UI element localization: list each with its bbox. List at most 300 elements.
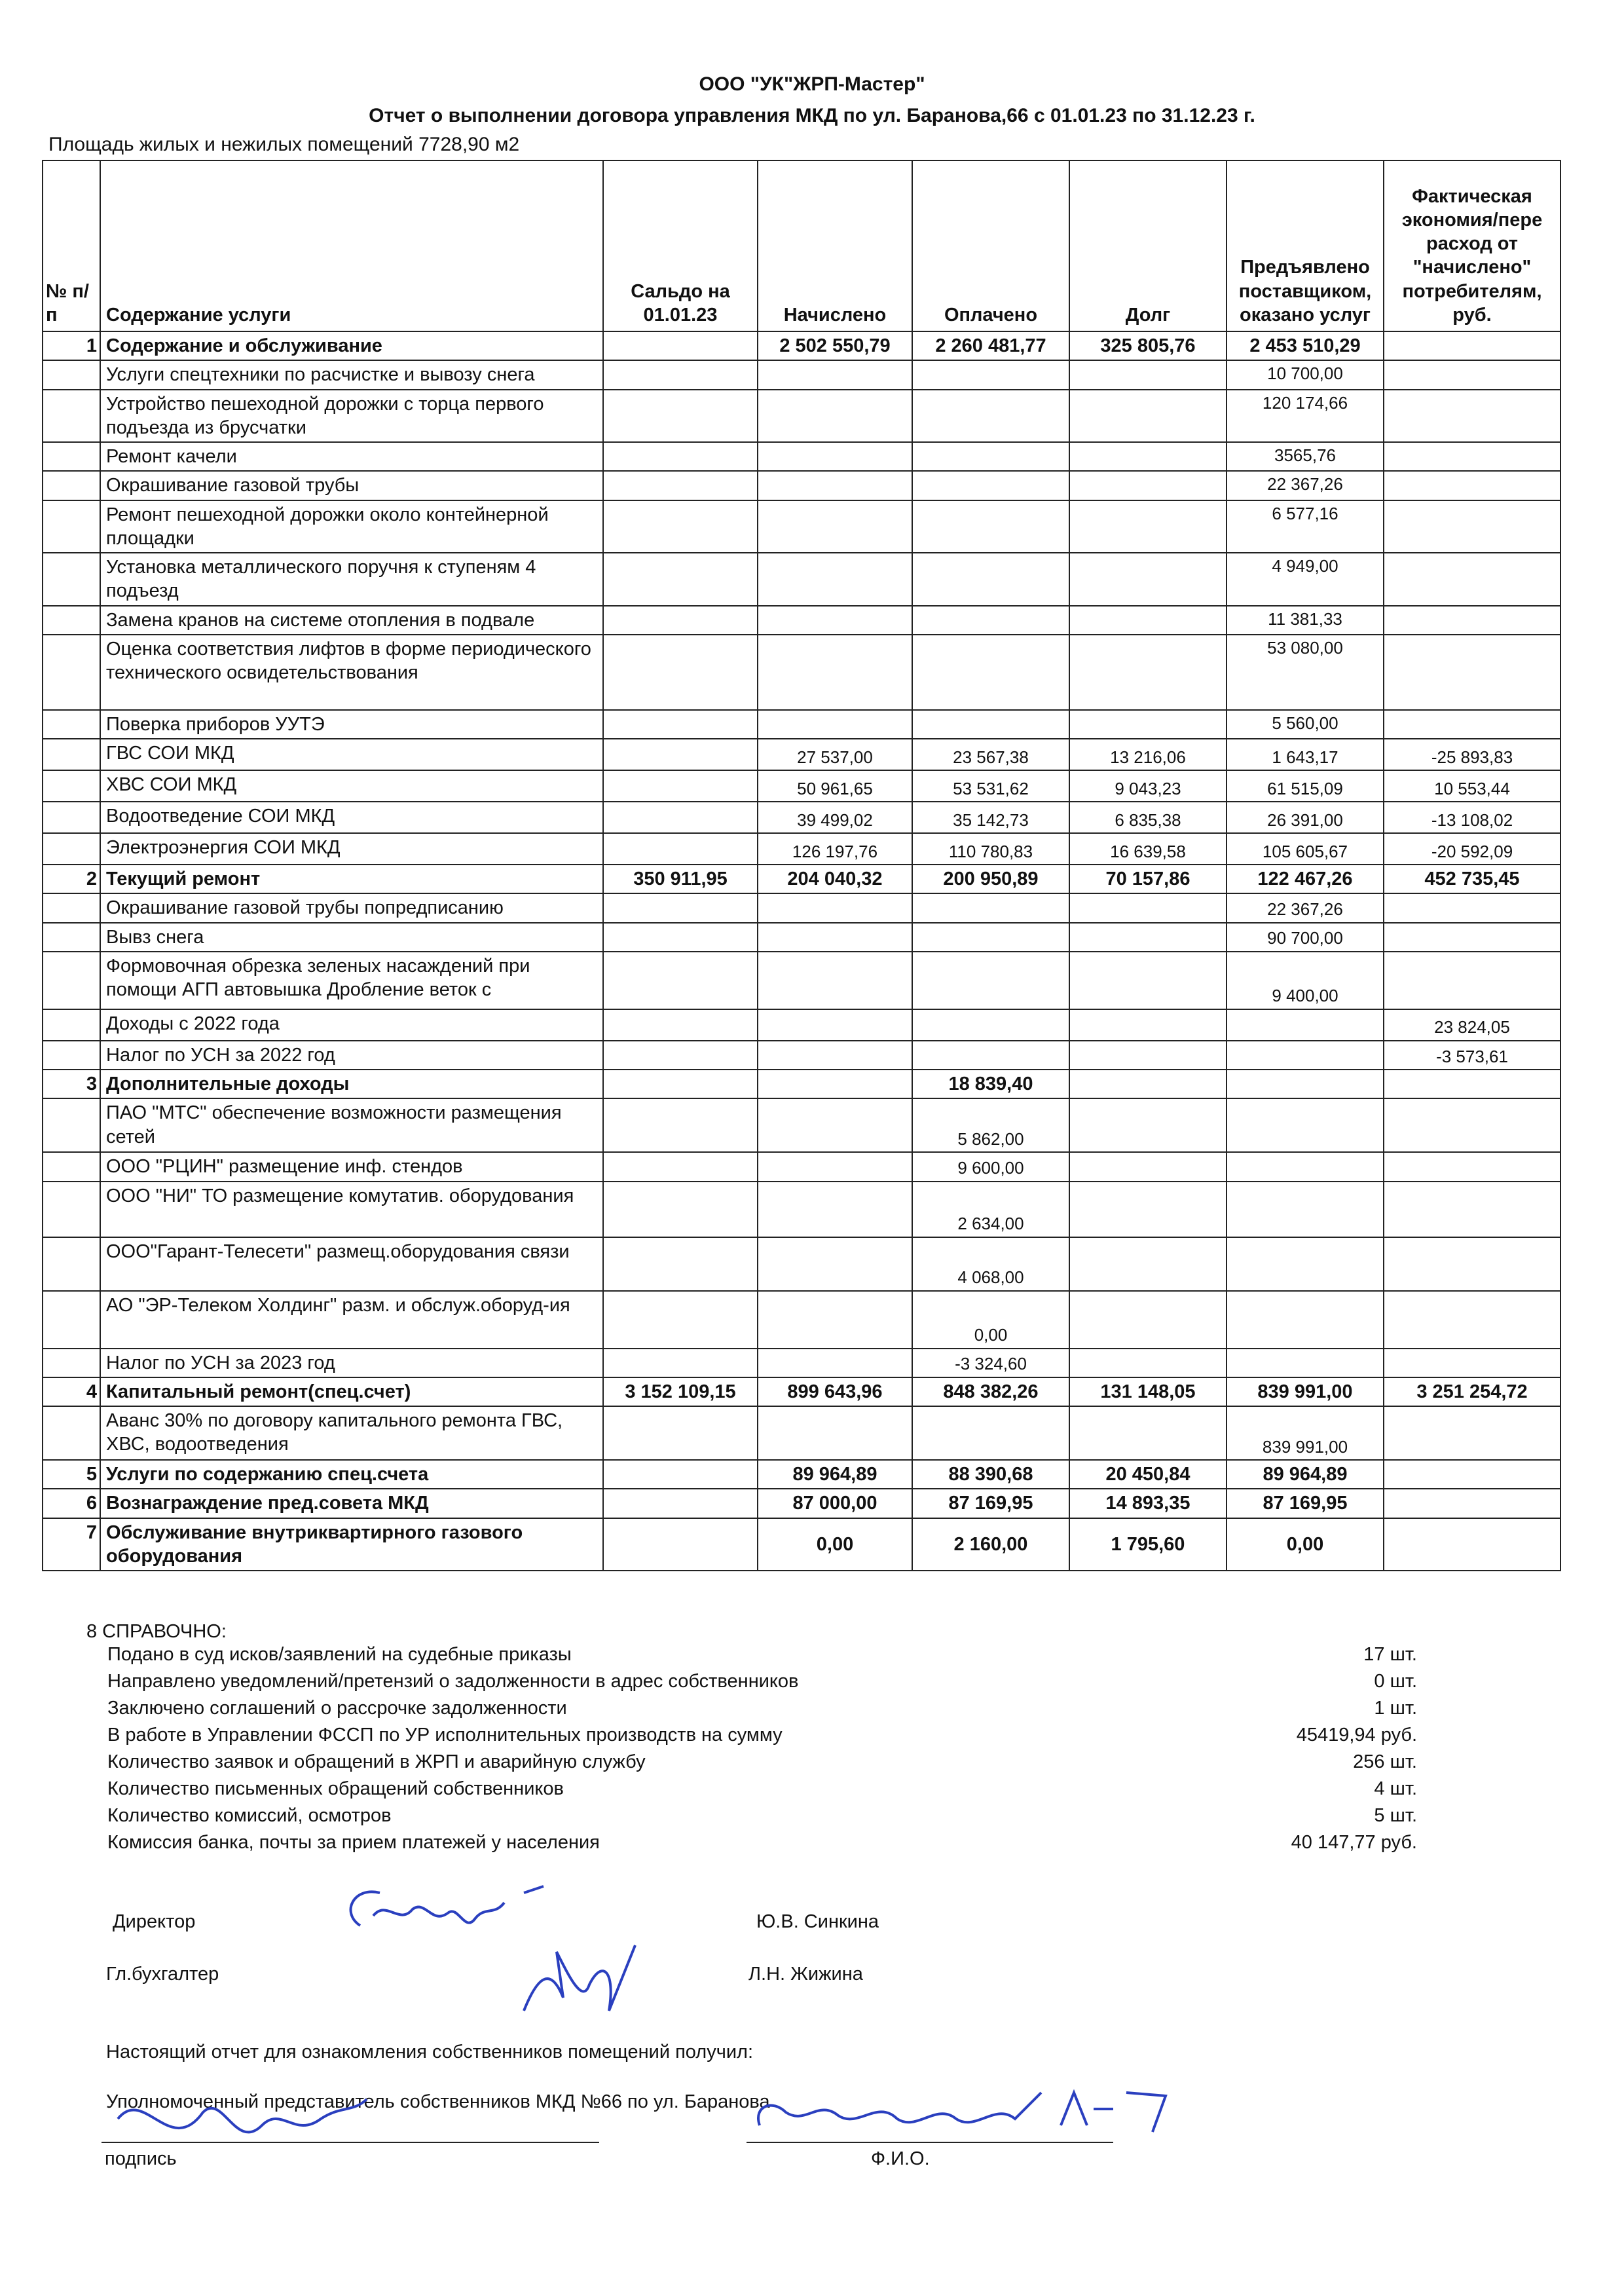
cell-debt: 6 835,38 xyxy=(1069,802,1227,833)
reference-value: 40 147,77 руб. xyxy=(1291,1832,1417,1853)
cell-supplier: 6 577,16 xyxy=(1227,500,1384,553)
cell-balance xyxy=(603,802,758,833)
cell-paid: 5 862,00 xyxy=(912,1098,1069,1152)
cell-balance xyxy=(603,1460,758,1489)
cell-economy xyxy=(1384,442,1560,471)
reference-item xyxy=(107,1698,1417,1725)
cell-accrued xyxy=(758,390,912,443)
reference-item xyxy=(107,1805,1417,1832)
table-row xyxy=(43,1460,1560,1489)
cell-accrued: 27 537,00 xyxy=(758,739,912,770)
cell-balance xyxy=(603,500,758,553)
cell-economy xyxy=(1384,1406,1560,1460)
cell-accrued xyxy=(758,1070,912,1098)
header-accrued: Начислено xyxy=(758,160,912,331)
cell-economy xyxy=(1384,952,1560,1009)
cell-supplier: 87 169,95 xyxy=(1227,1489,1384,1518)
cell-debt: 131 148,05 xyxy=(1069,1377,1227,1406)
reference-value: 0 шт. xyxy=(1374,1671,1417,1692)
reference-value: 17 шт. xyxy=(1363,1644,1417,1665)
cell-accrued xyxy=(758,1237,912,1291)
cell-debt xyxy=(1069,1237,1227,1291)
cell-paid: 18 839,40 xyxy=(912,1070,1069,1098)
cell-accrued xyxy=(758,710,912,739)
reference-value: 4 шт. xyxy=(1374,1778,1417,1799)
cell-num xyxy=(43,1406,100,1460)
cell-supplier: 120 174,66 xyxy=(1227,390,1384,443)
cell-supplier: 9 400,00 xyxy=(1227,952,1384,1009)
cell-balance xyxy=(603,770,758,802)
cell-accrued: 899 643,96 xyxy=(758,1377,912,1406)
cell-accrued: 39 499,02 xyxy=(758,802,912,833)
cell-supplier xyxy=(1227,1182,1384,1237)
cell-paid xyxy=(912,606,1069,635)
cell-supplier xyxy=(1227,1152,1384,1181)
reference-label: Количество письменных обращений собственников xyxy=(107,1778,564,1799)
cell-balance xyxy=(603,893,758,922)
table-row xyxy=(43,442,1560,471)
cell-service: Аванс 30% по договору капитального ремонта ГВС, ХВС, водоотведения xyxy=(100,1406,603,1460)
cell-service: Капитальный ремонт(спец.счет) xyxy=(100,1377,603,1406)
cell-supplier: 2 453 510,29 xyxy=(1227,331,1384,360)
cell-economy xyxy=(1384,606,1560,635)
cell-service: Дополнительные доходы xyxy=(100,1070,603,1098)
cell-debt xyxy=(1069,360,1227,389)
table-row xyxy=(43,500,1560,553)
cell-accrued xyxy=(758,442,912,471)
area-line: Площадь жилых и нежилых помещений 7728,90 м2 xyxy=(48,134,520,155)
table-row xyxy=(43,360,1560,389)
cell-balance xyxy=(603,739,758,770)
cell-debt: 13 216,06 xyxy=(1069,739,1227,770)
cell-debt: 20 450,84 xyxy=(1069,1460,1227,1489)
cell-debt xyxy=(1069,952,1227,1009)
cell-accrued: 126 197,76 xyxy=(758,833,912,865)
reference-label: Количество заявок и обращений в ЖРП и аварийную службу xyxy=(107,1751,646,1772)
cell-num xyxy=(43,739,100,770)
cell-economy xyxy=(1384,500,1560,553)
cell-debt xyxy=(1069,471,1227,500)
cell-supplier: 1 643,17 xyxy=(1227,739,1384,770)
cell-paid xyxy=(912,360,1069,389)
table-row xyxy=(43,1406,1560,1460)
cell-num xyxy=(43,1098,100,1152)
cell-accrued xyxy=(758,635,912,710)
header-supplier: Предъявлено поставщиком, оказано услуг xyxy=(1227,160,1384,331)
table-row xyxy=(43,1009,1560,1041)
cell-economy: 23 824,05 xyxy=(1384,1009,1560,1041)
cell-supplier: 0,00 xyxy=(1227,1518,1384,1571)
cell-supplier xyxy=(1227,1237,1384,1291)
cell-economy xyxy=(1384,1237,1560,1291)
accountant-label: Гл.бухгалтер xyxy=(106,1964,219,1985)
table-row xyxy=(43,1518,1560,1571)
cell-service: Текущий ремонт xyxy=(100,865,603,893)
cell-accrued xyxy=(758,1291,912,1349)
cell-service: Налог по УСН за 2022 год xyxy=(100,1041,603,1070)
cell-num xyxy=(43,360,100,389)
table-row xyxy=(43,553,1560,606)
report-table xyxy=(42,160,1561,1571)
cell-balance xyxy=(603,331,758,360)
table-row xyxy=(43,710,1560,739)
cell-balance xyxy=(603,1349,758,1377)
table-row xyxy=(43,770,1560,802)
cell-paid: 53 531,62 xyxy=(912,770,1069,802)
table-row xyxy=(43,833,1560,865)
cell-supplier xyxy=(1227,1349,1384,1377)
cell-paid: 2 160,00 xyxy=(912,1518,1069,1571)
cell-supplier xyxy=(1227,1070,1384,1098)
cell-service: Услуги по содержанию спец.счета xyxy=(100,1460,603,1489)
header-paid: Оплачено xyxy=(912,160,1069,331)
reference-header: 8 СПРАВОЧНО: xyxy=(86,1621,227,1642)
cell-supplier: 839 991,00 xyxy=(1227,1406,1384,1460)
cell-economy xyxy=(1384,1070,1560,1098)
cell-balance xyxy=(603,1406,758,1460)
cell-balance: 3 152 109,15 xyxy=(603,1377,758,1406)
cell-paid xyxy=(912,1041,1069,1070)
cell-debt: 1 795,60 xyxy=(1069,1518,1227,1571)
cell-economy xyxy=(1384,1489,1560,1518)
table-row xyxy=(43,606,1560,635)
cell-num xyxy=(43,390,100,443)
cell-accrued: 87 000,00 xyxy=(758,1489,912,1518)
cell-supplier xyxy=(1227,1009,1384,1041)
cell-debt xyxy=(1069,1070,1227,1098)
sign-caption: подпись xyxy=(105,2148,177,2169)
cell-balance xyxy=(603,1291,758,1349)
cell-service: Окрашивание газовой трубы xyxy=(100,471,603,500)
cell-paid: 200 950,89 xyxy=(912,865,1069,893)
reference-item xyxy=(107,1644,1417,1671)
cell-accrued xyxy=(758,1182,912,1237)
cell-paid: 848 382,26 xyxy=(912,1377,1069,1406)
cell-balance xyxy=(603,1237,758,1291)
cell-paid: 110 780,83 xyxy=(912,833,1069,865)
cell-balance xyxy=(603,710,758,739)
cell-balance xyxy=(603,833,758,865)
table-row xyxy=(43,739,1560,770)
cell-supplier: 4 949,00 xyxy=(1227,553,1384,606)
company-name: ООО "УК"ЖРП-Мастер" xyxy=(699,73,925,95)
cell-service: Содержание и обслуживание xyxy=(100,331,603,360)
cell-debt xyxy=(1069,1152,1227,1181)
table-row xyxy=(43,1489,1560,1518)
reference-label: Комиссия банка, почты за прием платежей у населения xyxy=(107,1832,600,1853)
cell-supplier xyxy=(1227,1291,1384,1349)
cell-economy: -13 108,02 xyxy=(1384,802,1560,833)
reference-item xyxy=(107,1751,1417,1778)
table-row xyxy=(43,471,1560,500)
cell-economy xyxy=(1384,923,1560,952)
cell-debt xyxy=(1069,893,1227,922)
reference-list xyxy=(107,1644,1417,1859)
table-row xyxy=(43,923,1560,952)
cell-service: Водоотведение СОИ МКД xyxy=(100,802,603,833)
cell-paid: 9 600,00 xyxy=(912,1152,1069,1181)
cell-service: Установка металлического поручня к ступеням 4 подъезд xyxy=(100,553,603,606)
table-row xyxy=(43,1041,1560,1070)
cell-debt xyxy=(1069,635,1227,710)
cell-accrued xyxy=(758,553,912,606)
cell-paid: 23 567,38 xyxy=(912,739,1069,770)
table-row xyxy=(43,1152,1560,1181)
cell-num xyxy=(43,1182,100,1237)
cell-accrued xyxy=(758,1406,912,1460)
cell-balance xyxy=(603,635,758,710)
cell-service: ГВС СОИ МКД xyxy=(100,739,603,770)
cell-balance xyxy=(603,1152,758,1181)
cell-debt: 325 805,76 xyxy=(1069,331,1227,360)
reference-item xyxy=(107,1671,1417,1698)
cell-accrued xyxy=(758,500,912,553)
cell-balance xyxy=(603,952,758,1009)
director-name: Ю.В. Синкина xyxy=(756,1911,879,1932)
cell-accrued: 204 040,32 xyxy=(758,865,912,893)
cell-num xyxy=(43,1152,100,1181)
table-row xyxy=(43,1377,1560,1406)
cell-balance: 350 911,95 xyxy=(603,865,758,893)
cell-num xyxy=(43,1291,100,1349)
cell-supplier xyxy=(1227,1041,1384,1070)
cell-paid xyxy=(912,553,1069,606)
cell-paid: 0,00 xyxy=(912,1291,1069,1349)
cell-economy xyxy=(1384,1182,1560,1237)
cell-paid xyxy=(912,635,1069,710)
cell-paid: 88 390,68 xyxy=(912,1460,1069,1489)
header-debt: Долг xyxy=(1069,160,1227,331)
cell-num xyxy=(43,802,100,833)
cell-balance xyxy=(603,1182,758,1237)
cell-service: Ремонт качели xyxy=(100,442,603,471)
cell-num xyxy=(43,500,100,553)
cell-paid xyxy=(912,893,1069,922)
cell-num xyxy=(43,1009,100,1041)
cell-economy: -25 893,83 xyxy=(1384,739,1560,770)
cell-debt xyxy=(1069,1349,1227,1377)
reference-label: Подано в суд исков/заявлений на судебные приказы xyxy=(107,1644,572,1665)
cell-economy xyxy=(1384,1098,1560,1152)
table-row xyxy=(43,1098,1560,1152)
cell-balance xyxy=(603,606,758,635)
table-row xyxy=(43,1070,1560,1098)
cell-debt xyxy=(1069,923,1227,952)
reference-label: Направлено уведомлений/претензий о задолженности в адрес собственников xyxy=(107,1671,799,1692)
cell-num: 6 xyxy=(43,1489,100,1518)
cell-service: ХВС СОИ МКД xyxy=(100,770,603,802)
cell-paid xyxy=(912,390,1069,443)
cell-paid: -3 324,60 xyxy=(912,1349,1069,1377)
cell-num: 2 xyxy=(43,865,100,893)
table-row xyxy=(43,390,1560,443)
cell-debt xyxy=(1069,1182,1227,1237)
fio-caption: Ф.И.О. xyxy=(871,2148,930,2169)
cell-debt xyxy=(1069,500,1227,553)
representative-name-handwritten xyxy=(747,2080,1192,2152)
reference-value: 5 шт. xyxy=(1374,1805,1417,1826)
cell-service: АО "ЭР-Телеком Холдинг" разм. и обслуж.оборуд-ия xyxy=(100,1291,603,1349)
cell-supplier xyxy=(1227,1098,1384,1152)
cell-balance xyxy=(603,1009,758,1041)
cell-service: Формовочная обрезка зеленых насаждений при помощи АГП автовышка Дробление веток с xyxy=(100,952,603,1009)
cell-service: Ремонт пешеходной дорожки около контейнерной площадки xyxy=(100,500,603,553)
cell-accrued xyxy=(758,606,912,635)
cell-service: ООО"Гарант-Телесети" размещ.оборудования связи xyxy=(100,1237,603,1291)
cell-economy xyxy=(1384,553,1560,606)
cell-paid xyxy=(912,710,1069,739)
representative-line: Уполномоченный представитель собственников МКД №66 по ул. Баранова xyxy=(106,2091,770,2112)
reference-value: 256 шт. xyxy=(1353,1751,1417,1772)
cell-num xyxy=(43,471,100,500)
director-label: Директор xyxy=(113,1911,196,1932)
cell-economy xyxy=(1384,360,1560,389)
cell-economy xyxy=(1384,331,1560,360)
cell-service: Услуги спецтехники по расчистке и вывозу снега xyxy=(100,360,603,389)
cell-num xyxy=(43,606,100,635)
cell-debt: 9 043,23 xyxy=(1069,770,1227,802)
cell-supplier: 3565,76 xyxy=(1227,442,1384,471)
cell-debt: 70 157,86 xyxy=(1069,865,1227,893)
reference-label: В работе в Управлении ФССП по УР исполнительных производств на сумму xyxy=(107,1725,783,1745)
cell-balance xyxy=(603,553,758,606)
table-row xyxy=(43,865,1560,893)
cell-debt xyxy=(1069,442,1227,471)
table-row xyxy=(43,1291,1560,1349)
cell-paid xyxy=(912,442,1069,471)
cell-num xyxy=(43,553,100,606)
cell-accrued xyxy=(758,471,912,500)
header-economy: Фактическая экономия/пере расход от "начислено" потребителям, руб. xyxy=(1384,160,1560,331)
cell-num xyxy=(43,833,100,865)
reference-item xyxy=(107,1778,1417,1805)
cell-paid: 2 260 481,77 xyxy=(912,331,1069,360)
cell-balance xyxy=(603,1070,758,1098)
table-header-row xyxy=(43,160,1560,331)
cell-service: Окрашивание газовой трубы попредписанию xyxy=(100,893,603,922)
table-row xyxy=(43,1182,1560,1237)
cell-paid: 2 634,00 xyxy=(912,1182,1069,1237)
cell-debt: 16 639,58 xyxy=(1069,833,1227,865)
cell-debt xyxy=(1069,606,1227,635)
cell-service: Налог по УСН за 2023 год xyxy=(100,1349,603,1377)
cell-service: Замена кранов на системе отопления в подвале xyxy=(100,606,603,635)
cell-num xyxy=(43,635,100,710)
cell-economy xyxy=(1384,1349,1560,1377)
cell-service: Вывз снега xyxy=(100,923,603,952)
cell-debt xyxy=(1069,390,1227,443)
cell-debt xyxy=(1069,1406,1227,1460)
cell-economy xyxy=(1384,1460,1560,1489)
cell-paid: 87 169,95 xyxy=(912,1489,1069,1518)
cell-num xyxy=(43,923,100,952)
cell-num: 4 xyxy=(43,1377,100,1406)
cell-num xyxy=(43,893,100,922)
cell-service: Устройство пешеходной дорожки с торца первого подъезда из брусчатки xyxy=(100,390,603,443)
cell-accrued: 89 964,89 xyxy=(758,1460,912,1489)
cell-num: 3 xyxy=(43,1070,100,1098)
cell-debt xyxy=(1069,1291,1227,1349)
cell-economy xyxy=(1384,893,1560,922)
cell-accrued xyxy=(758,1041,912,1070)
cell-num: 1 xyxy=(43,331,100,360)
cell-economy xyxy=(1384,1518,1560,1571)
cell-economy: 10 553,44 xyxy=(1384,770,1560,802)
table-row xyxy=(43,331,1560,360)
reference-label: Количество комиссий, осмотров xyxy=(107,1805,392,1826)
accountant-name: Л.Н. Жижина xyxy=(748,1964,863,1985)
cell-paid: 35 142,73 xyxy=(912,802,1069,833)
cell-economy: 452 735,45 xyxy=(1384,865,1560,893)
cell-supplier: 53 080,00 xyxy=(1227,635,1384,710)
cell-supplier: 105 605,67 xyxy=(1227,833,1384,865)
cell-supplier: 11 381,33 xyxy=(1227,606,1384,635)
cell-economy xyxy=(1384,471,1560,500)
cell-paid xyxy=(912,471,1069,500)
cell-num xyxy=(43,770,100,802)
cell-balance xyxy=(603,923,758,952)
cell-economy xyxy=(1384,390,1560,443)
cell-economy xyxy=(1384,1291,1560,1349)
cell-supplier: 5 560,00 xyxy=(1227,710,1384,739)
cell-num xyxy=(43,952,100,1009)
cell-accrued xyxy=(758,1152,912,1181)
cell-supplier: 839 991,00 xyxy=(1227,1377,1384,1406)
table-row xyxy=(43,802,1560,833)
cell-service: Электроэнергия СОИ МКД xyxy=(100,833,603,865)
cell-debt xyxy=(1069,1009,1227,1041)
table-row xyxy=(43,635,1560,710)
cell-economy: -3 573,61 xyxy=(1384,1041,1560,1070)
cell-supplier: 61 515,09 xyxy=(1227,770,1384,802)
cell-debt xyxy=(1069,1098,1227,1152)
report-title: Отчет о выполнении договора управления МКД по ул. Баранова,66 с 01.01.23 по 31.12.23 г. xyxy=(369,105,1255,126)
header-service: Содержание услуги xyxy=(100,160,603,331)
cell-supplier: 10 700,00 xyxy=(1227,360,1384,389)
cell-balance xyxy=(603,1489,758,1518)
cell-paid xyxy=(912,952,1069,1009)
cell-num xyxy=(43,442,100,471)
cell-accrued: 2 502 550,79 xyxy=(758,331,912,360)
cell-balance xyxy=(603,360,758,389)
cell-service: ООО "НИ" ТО размещение комутатив. оборудования xyxy=(100,1182,603,1237)
cell-debt xyxy=(1069,553,1227,606)
cell-supplier: 22 367,26 xyxy=(1227,471,1384,500)
cell-service: ПАО "МТС" обеспечение возможности размещения сетей xyxy=(100,1098,603,1152)
cell-service: Обслуживание внутриквартирного газового оборудования xyxy=(100,1518,603,1571)
cell-economy: 3 251 254,72 xyxy=(1384,1377,1560,1406)
table-row xyxy=(43,1349,1560,1377)
reference-item xyxy=(107,1832,1417,1859)
cell-accrued xyxy=(758,923,912,952)
cell-accrued xyxy=(758,360,912,389)
cell-accrued: 50 961,65 xyxy=(758,770,912,802)
cell-balance xyxy=(603,1518,758,1571)
cell-num: 7 xyxy=(43,1518,100,1571)
header-num: № п/п xyxy=(43,160,100,331)
cell-supplier: 89 964,89 xyxy=(1227,1460,1384,1489)
cell-paid xyxy=(912,923,1069,952)
table-row xyxy=(43,1237,1560,1291)
cell-service: Вознаграждение пред.совета МКД xyxy=(100,1489,603,1518)
cell-accrued xyxy=(758,1349,912,1377)
cell-balance xyxy=(603,471,758,500)
header-balance: Сальдо на 01.01.23 xyxy=(603,160,758,331)
cell-paid xyxy=(912,1406,1069,1460)
cell-balance xyxy=(603,442,758,471)
cell-balance xyxy=(603,390,758,443)
cell-accrued xyxy=(758,952,912,1009)
